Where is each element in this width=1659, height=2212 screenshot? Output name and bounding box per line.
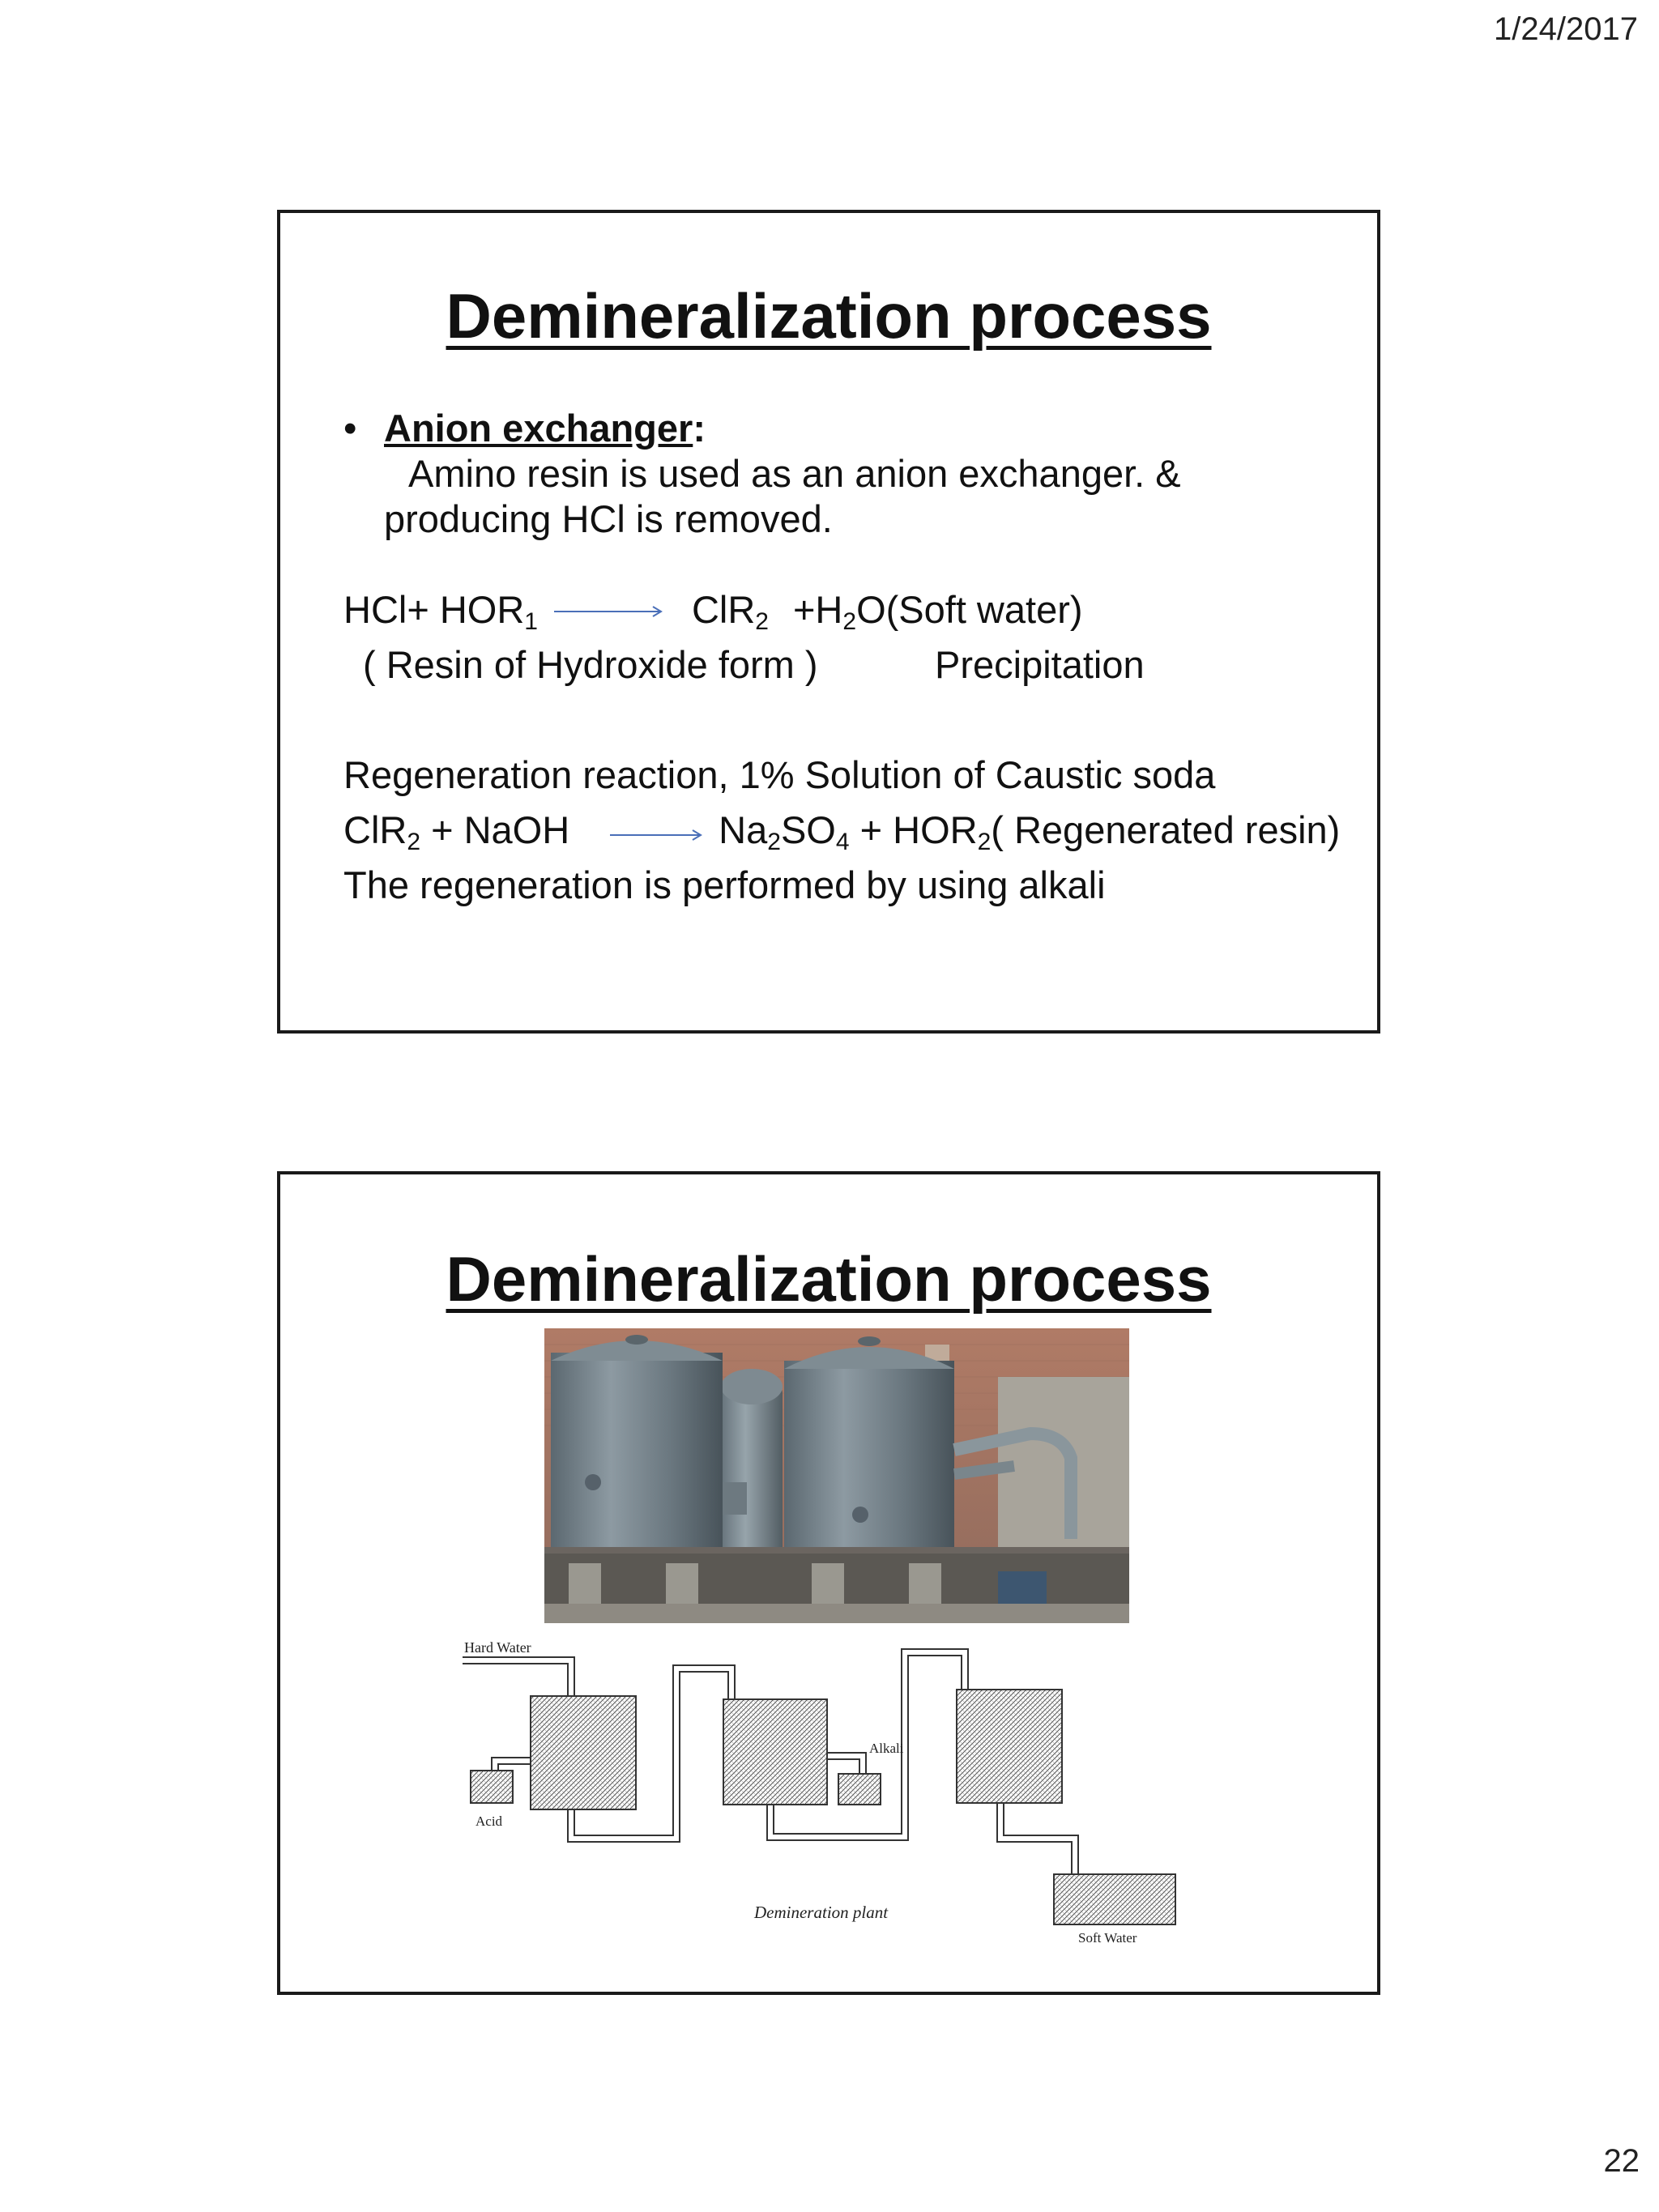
diagram-caption: Demineration plant [754, 1903, 889, 1922]
slide-body [343, 406, 1348, 908]
reaction-labels [343, 642, 1348, 688]
reaction-arrow-icon [608, 824, 706, 843]
precipitation-label: Precipitation [935, 643, 1145, 686]
subscript: 1 [524, 608, 538, 635]
slide-demineralization-plant [277, 1171, 1380, 1995]
slide-title: Demineralization process [446, 1243, 1212, 1315]
product-text: ClR [691, 588, 756, 631]
subscript: 4 [835, 829, 850, 855]
bullet-colon: : [693, 407, 706, 450]
conclusion-line: The regeneration is performed by using alkali [343, 863, 1106, 906]
description-line: Amino resin is used as an anion exchanger. & [408, 452, 1181, 495]
bullet-dot-icon: • [343, 407, 357, 450]
subscript: 2 [407, 829, 421, 855]
product-text: +H [792, 588, 843, 631]
description-line: producing HCl is removed. [384, 497, 833, 540]
page-number: 22 [1603, 2143, 1640, 2179]
subscript: 2 [842, 608, 857, 635]
date-header: 1/24/2017 [1494, 11, 1638, 47]
alkali-label: Alkali [869, 1741, 904, 1756]
reactant-text: + NaOH [420, 808, 570, 851]
reaction-equation-1 [343, 587, 1348, 633]
reactant-text: ClR [343, 808, 407, 851]
reaction-equation-2 [343, 808, 1348, 853]
slide-title: Demineralization process [446, 280, 1212, 352]
reactant-text: HCl+ HOR [343, 588, 525, 631]
bullet-heading: Anion exchanger [384, 407, 693, 450]
subscript: 2 [755, 608, 769, 635]
product-text: ( Regenerated resin) [991, 808, 1341, 851]
product-text: + HOR [849, 808, 978, 851]
slide-anion-exchanger [277, 210, 1380, 1034]
resin-form-label: ( Resin of Hydroxide form ) [363, 643, 818, 686]
product-text: Na [719, 808, 768, 851]
subscript: 2 [767, 829, 781, 855]
bullet-item [343, 406, 1348, 451]
regeneration-intro: Regeneration reaction, 1% Solution of Caustic soda [343, 753, 1216, 796]
product-text: O(Soft water) [856, 588, 1083, 631]
demineralization-plant-diagram [454, 1639, 1200, 1963]
reaction-arrow-icon [552, 603, 666, 623]
soft-water-label: Soft Water [1078, 1930, 1137, 1946]
acid-label: Acid [476, 1813, 503, 1829]
product-text: SO [780, 808, 836, 851]
plant-photo [544, 1328, 1129, 1623]
hard-water-label: Hard Water [464, 1639, 531, 1656]
subscript: 2 [977, 829, 992, 855]
